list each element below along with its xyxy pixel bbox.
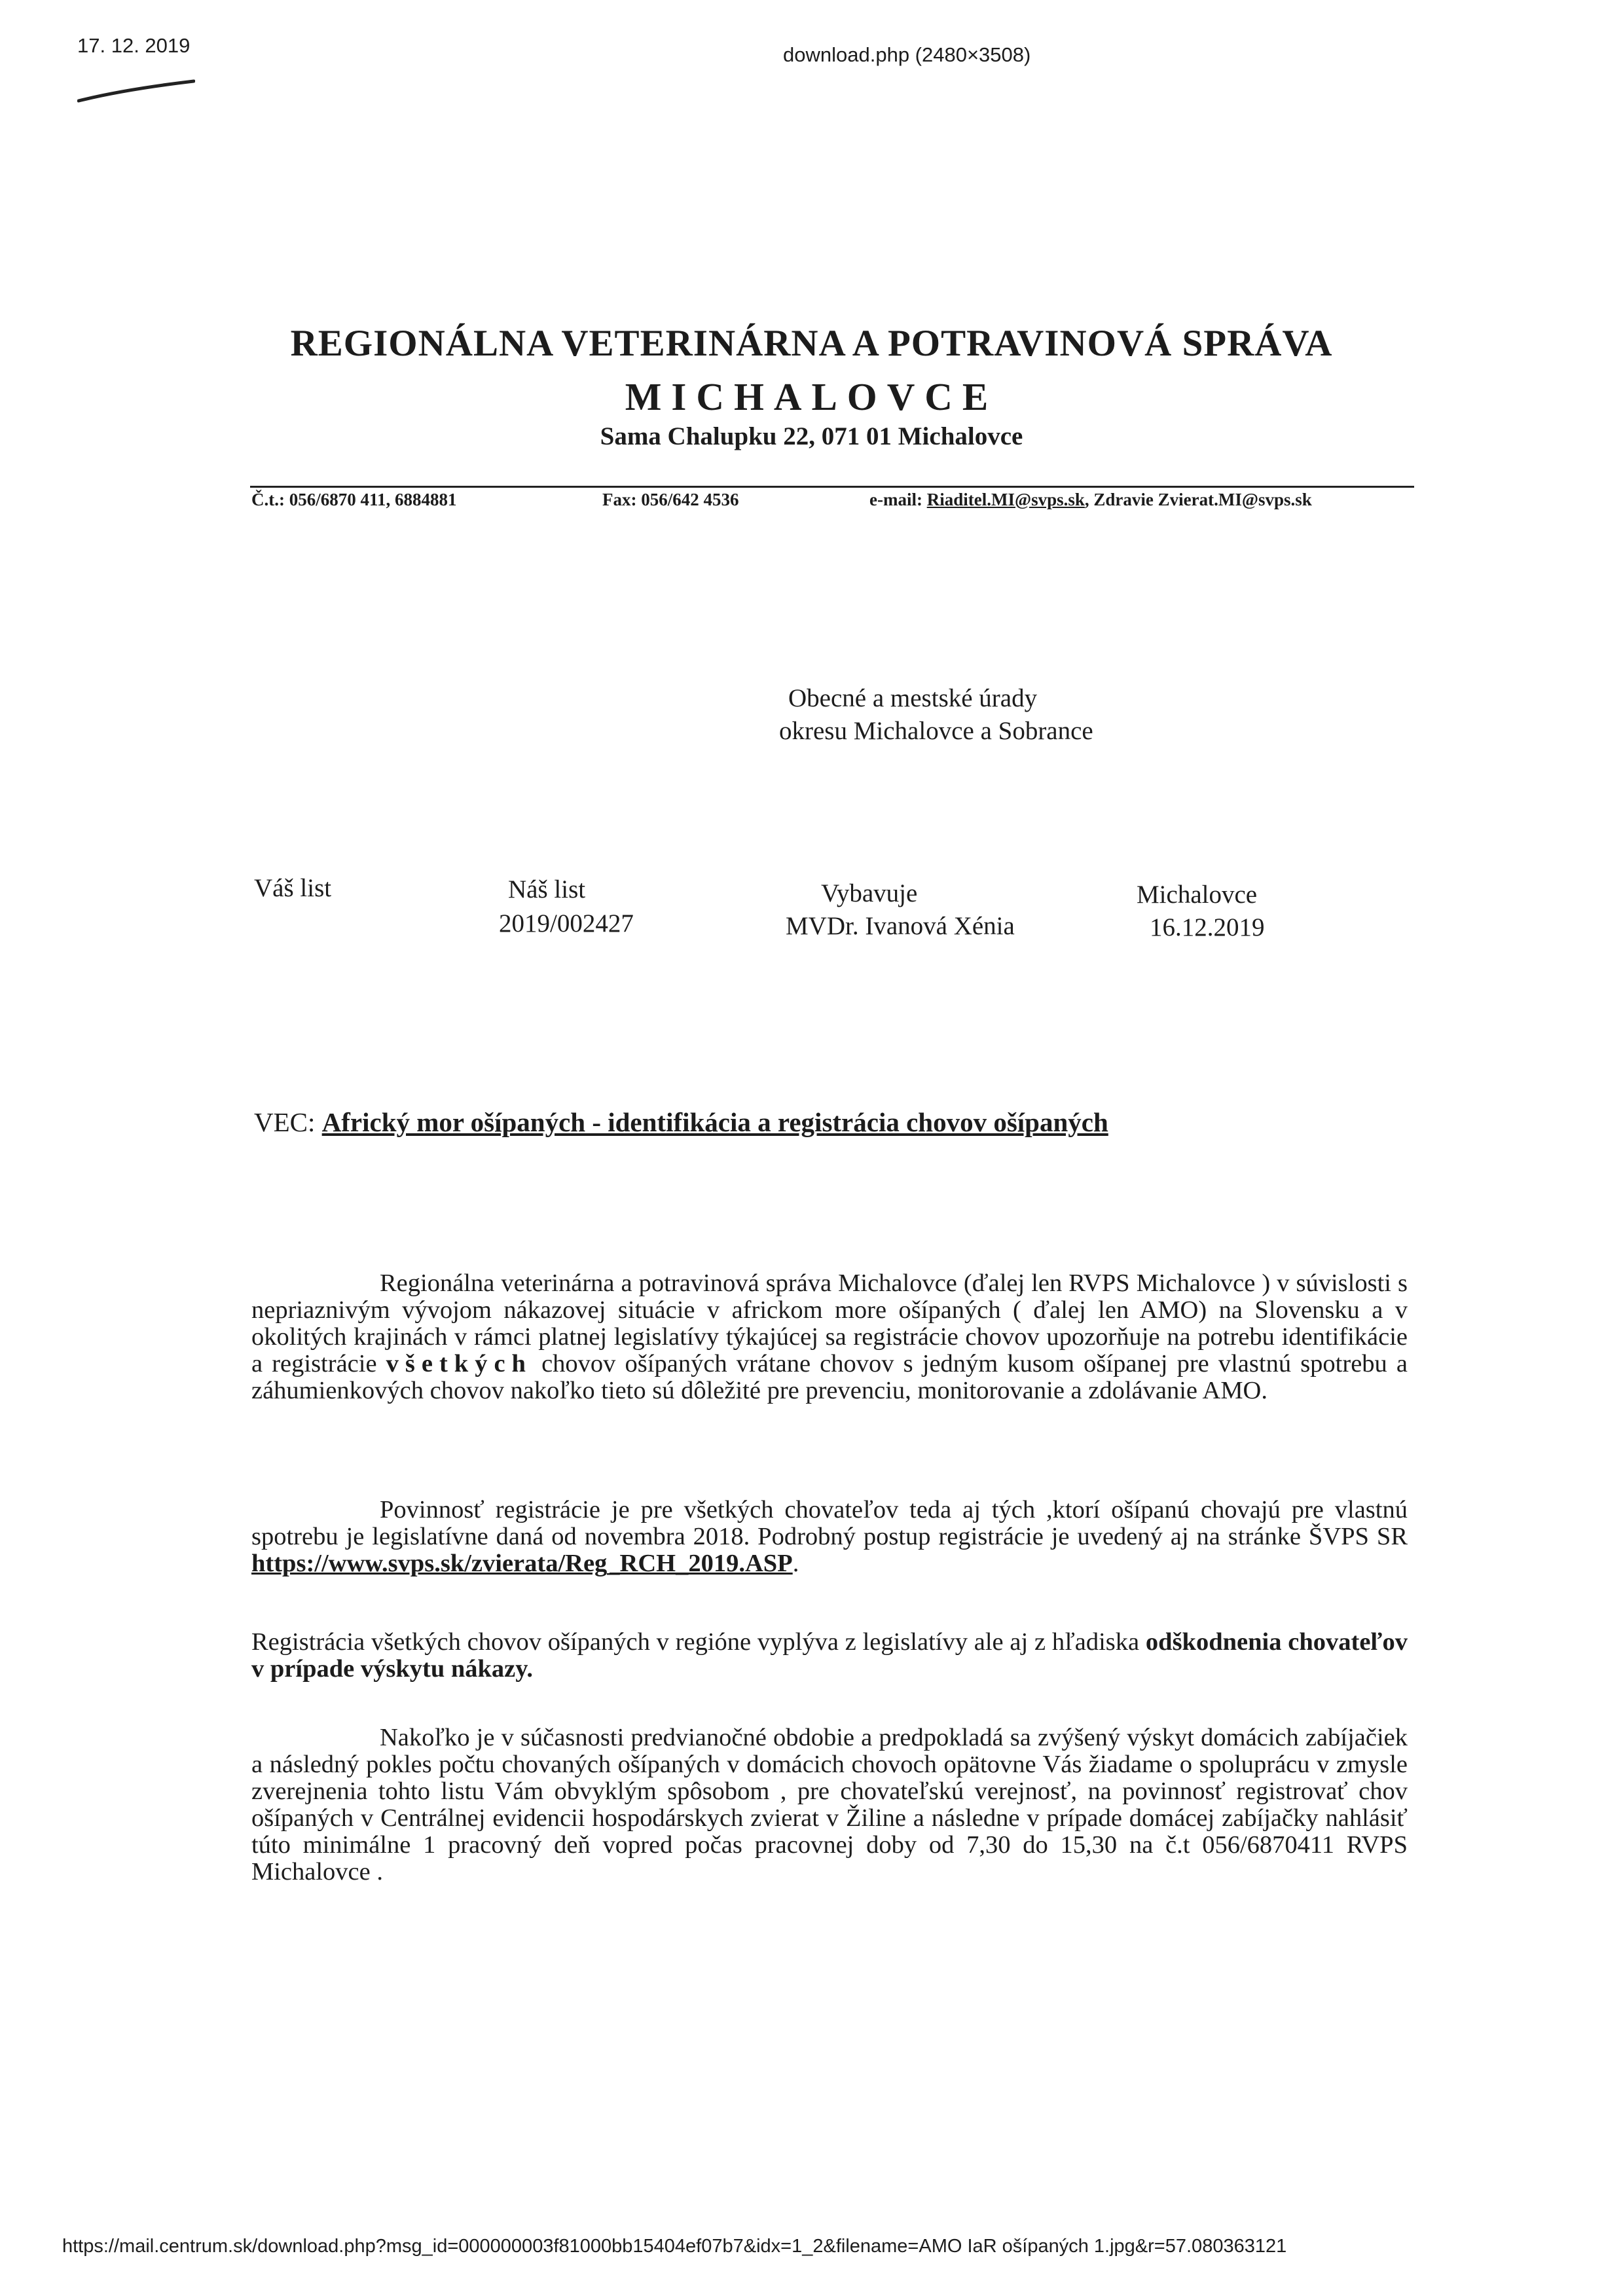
org-address: Sama Chalupku 22, 071 01 Michalovce (600, 422, 1023, 450)
print-footer-url: https://mail.centrum.sk/download.php?msg_id=000000003f81000bb15404ef07b7&idx=1_2&filename=AMO IaR ošípaných 1.jpg&r=57.080363121 (62, 2236, 1287, 2257)
contact-fax: Fax: 056/642 4536 (602, 490, 739, 509)
p4-text: Nakoľko je v súčasnosti predvianočné obdobie a predpokladá sa zvýšený výskyt domácich zabíjačiek a následný pokles počtu chovaných ošípaných v domácich chovoch opätovne Vás žiadame o spoluprácu v zmysle zverejnenia tohto listu Vám obvyklým spôsobom , pre chovateľskú verejnosť, na povinnosť registrovať chov ošípaných v Centrálnej evidencii hospodárskych zvierat v Žiline a následne v prípade domácej zabíjačky nahlásiť túto minimálne 1 pracovný deň vopred počas pracovnej doby od 7,30 do 15,30 na č.t 056/6870411 RVPS Michalovce . (251, 1724, 1408, 1886)
contact-phone: Č.t.: 056/6870 411, 6884881 (251, 490, 457, 509)
print-date: 17. 12. 2019 (77, 34, 191, 57)
our-letter-label: Náš list (508, 875, 586, 903)
org-name: REGIONÁLNA VETERINÁRNA A POTRAVINOVÁ SPRÁVA (290, 323, 1333, 364)
our-letter-number: 2019/002427 (499, 909, 634, 938)
letter-place: Michalovce (1137, 881, 1258, 909)
recipient-line-1: Obecné a mestské úrady (788, 684, 1038, 712)
p1-text-b: chovov ošípaných vrátane chovov s jedným kusom ošípanej pre vlastnú spotrebu a záhumienkových chovov nakoľko tieto sú dôležité pre prevenciu, monitorovanie a zdolávanie AMO. (251, 1350, 1408, 1404)
p3-text-a: Registrácia všetkých chovov ošípaných v regióne vyplýva z legislatívy ale aj z hľadiska (251, 1628, 1146, 1656)
registration-link[interactable]: https://www.svps.sk/zvierata/Reg_RCH_2019.ASP (251, 1550, 793, 1577)
handler-name: MVDr. Ivanová Xénia (786, 912, 1015, 940)
letter-date: 16.12.2019 (1150, 913, 1265, 941)
body-paragraph-4 (251, 1724, 1408, 1886)
print-title: download.php (2480×3508) (783, 43, 1031, 66)
your-letter-label: Váš list (254, 874, 332, 902)
contact-email (869, 490, 1312, 510)
p2-text-a: Povinnosť registrácie je pre všetkých chovateľov teda aj tých ,ktorí ošípanú chovajú pre vlastnú spotrebu je legislatívne daná od novembra 2018. Podrobný postup registrácie je uvedený aj na stránke ŠVPS SR (251, 1496, 1408, 1550)
pen-stroke-mark (77, 79, 195, 105)
body-paragraph-1 (251, 1270, 1408, 1404)
letterhead-divider (250, 486, 1414, 488)
p2-text-b: . (792, 1550, 799, 1577)
body-paragraph-3 (251, 1629, 1408, 1683)
subject-text: Africký mor ošípaných - identifikácia a registrácia chovov ošípaných (321, 1107, 1108, 1137)
email-separator: , (1084, 490, 1094, 509)
body-paragraph-2 (251, 1497, 1408, 1577)
email-label: e-mail: (869, 490, 927, 509)
subject-label: VEC: (254, 1107, 322, 1137)
subject-line (254, 1106, 1108, 1138)
email-link-director[interactable]: Riaditel.MI@svps.sk (926, 490, 1085, 509)
p1-text-a: Regionálna veterinárna a potravinová správa Michalovce (ďalej len RVPS Michalovce ) v súvislosti s nepriaznivým vývojom nákazovej situácie v africkom more ošípaných ( ďalej len AMO) na Slovensku a v okolitých krajinách v rámci platnej legislatívy týkajúcej sa registrácie chovov upozorňuje na potrebu identifikácie a registrácie (251, 1269, 1408, 1377)
email-animal-health: Zdravie Zvierat.MI@svps.sk (1093, 490, 1312, 509)
recipient-line-2: okresu Michalovce a Sobrance (779, 717, 1093, 745)
p1-emphasis: všetkých (386, 1350, 532, 1377)
handler-label: Vybavuje (821, 879, 918, 907)
p3-bold-text: odškodnenia chovateľov v prípade výskytu nákazy. (251, 1628, 1408, 1683)
org-city: MICHALOVCE (625, 375, 998, 418)
